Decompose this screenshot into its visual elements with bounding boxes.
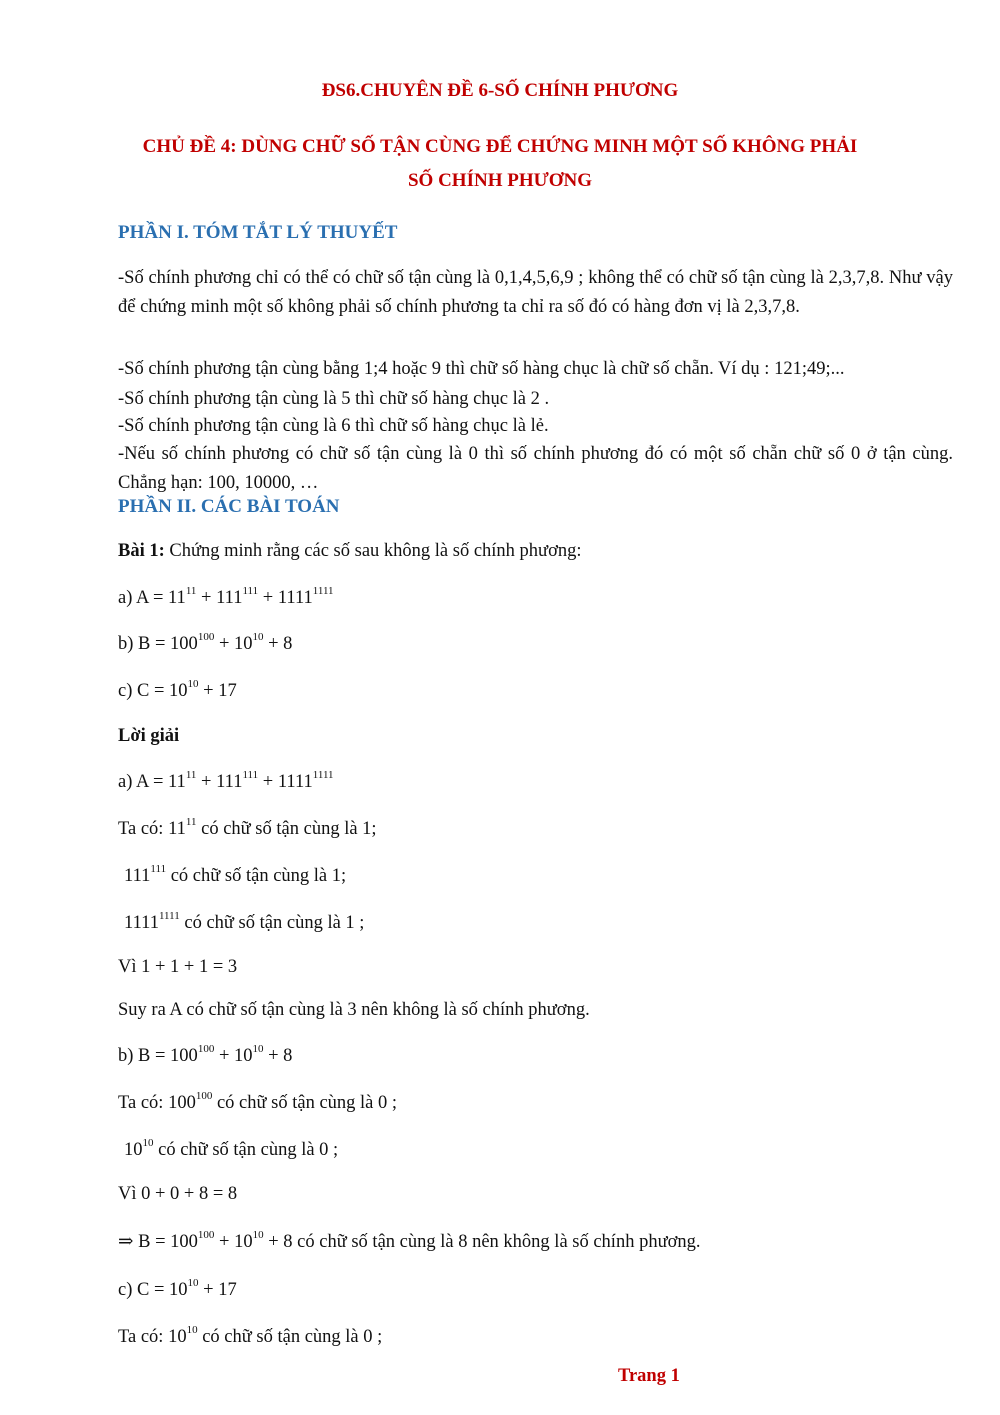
exponent: 10 — [252, 630, 264, 643]
exponent: 1111 — [312, 768, 334, 781]
exponent: 111 — [150, 862, 167, 875]
exponent: 10 — [142, 1136, 154, 1149]
exponent: 10 — [186, 1323, 198, 1336]
exponent: 100 — [197, 630, 215, 643]
part2-heading: PHẦN II. CÁC BÀI TOÁN — [118, 496, 340, 517]
problem-item-c: c) $C = 10^{10} + 17$ — [118, 677, 237, 701]
exponent: 100 — [197, 1042, 215, 1055]
exponent: 1111 — [312, 584, 334, 597]
exponent: 111 — [242, 584, 259, 597]
exponent: 10 — [252, 1042, 264, 1055]
solution-a-heading: a) $A = 11^{11} + 111^{111} + 1111^{1111}$ — [118, 768, 334, 792]
exponent: 11 — [185, 768, 197, 781]
solution-b-step-1: Ta có: $100^{100}$ có chữ số tận cùng là 0 ; — [118, 1089, 398, 1113]
solution-b-step-3: Vì 0 + 0 + 8 = 8 — [118, 1184, 238, 1204]
exponent: 111 — [242, 768, 259, 781]
solution-a-step-3: $1111^{1111}$ có chữ số tận cùng là 1 ; — [124, 909, 365, 933]
solution-a-step-2: $111^{111}$ có chữ số tận cùng là 1; — [124, 862, 347, 886]
topic-title-line1: CHỦ ĐỀ 4: DÙNG CHỮ SỐ TẬN CÙNG ĐỂ CHỨNG MINH MỘT SỐ KHÔNG PHẢI — [142, 136, 858, 157]
document-title: ĐS6.CHUYÊN ĐỀ 6-SỐ CHÍNH PHƯƠNG — [321, 80, 679, 101]
solution-c-heading: c) $C = 10^{10} + 17$ — [118, 1276, 237, 1300]
exponent: 11 — [185, 584, 197, 597]
theory-paragraph-3: -Số chính phương tận cùng là 5 thì chữ số hàng chục là 2 . — [118, 389, 550, 409]
solution-a-conclusion: Suy ra A có chữ số tận cùng là 3 nên không là số chính phương. — [118, 1000, 590, 1020]
topic-title-line2: SỐ CHÍNH PHƯƠNG — [407, 170, 593, 191]
problem-text: Chứng minh rằng các số sau không là số chính phương: — [164, 541, 582, 561]
solution-b-step-2: $10^{10}$ có chữ số tận cùng là 0 ; — [124, 1136, 339, 1160]
exponent: 11 — [185, 815, 197, 828]
theory-paragraph-1: -Số chính phương chỉ có thể có chữ số tận cùng là 0,1,4,5,6,9 ; không thể có chữ số tận cùng là 2,3,7,8. Như vậy để chứng minh một số không phải số chính phương ta chỉ ra số đó có hàng đơn vị là 2,3,7,8. — [118, 268, 953, 317]
theory-paragraph-2: -Số chính phương tận cùng bằng 1;4 hoặc 9 thì chữ số hàng chục là chữ số chẵn. Ví dụ : 121;49;... — [118, 359, 845, 379]
problem-statement — [118, 539, 582, 563]
problem-label: Bài 1: — [118, 541, 165, 561]
problem-item-b: b) $B = 100^{100} + 10^{10} + 8$ — [118, 630, 293, 654]
page-number: Trang 1 — [618, 1366, 680, 1386]
exponent: 100 — [197, 1228, 215, 1241]
solution-a-step-4: Vì 1 + 1 + 1 = 3 — [118, 957, 238, 977]
theory-paragraph-4: -Số chính phương tận cùng là 6 thì chữ số hàng chục là lẻ. — [118, 416, 549, 436]
solution-a-step-1: Ta có: $11^{11}$ có chữ số tận cùng là 1; — [118, 815, 377, 839]
exponent: 100 — [195, 1089, 213, 1102]
solution-label: Lời giải — [118, 726, 180, 746]
solution-b-heading: b) $B = 100^{100} + 10^{10} + 8$ — [118, 1042, 293, 1066]
exponent: 1111 — [158, 909, 180, 922]
exponent: 10 — [252, 1228, 264, 1241]
theory-paragraph-5: -Nếu số chính phương có chữ số tận cùng là 0 thì số chính phương đó có một số chẵn chữ số 0 ở tận cùng. Chẳng hạn: 100, 10000, … — [118, 444, 953, 493]
solution-c-step-1: Ta có: $10^{10}$ có chữ số tận cùng là 0 ; — [118, 1323, 383, 1347]
exponent: 10 — [187, 1276, 199, 1289]
part1-heading: PHẦN I. TÓM TẮT LÝ THUYẾT — [118, 222, 398, 243]
problem-item-a: a) $A = 11^{11} + 111^{111} + 1111^{1111}$ — [118, 584, 334, 608]
exponent: 10 — [187, 677, 199, 690]
solution-b-conclusion: ⇒ $B = 100^{100} + 10^{10} + 8$ có chữ số tận cùng là 8 nên không là số chính phương. — [118, 1228, 701, 1252]
